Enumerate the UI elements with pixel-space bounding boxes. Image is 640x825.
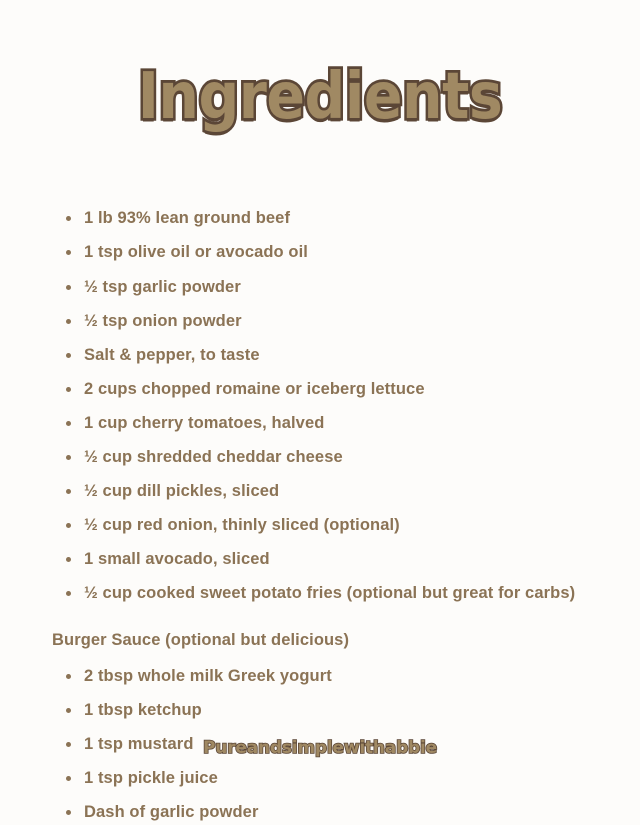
- recipe-content: [0, 206, 640, 825]
- footer: [0, 738, 640, 758]
- list-item: ½ tsp garlic powder: [52, 275, 588, 301]
- list-item: 1 lb 93% lean ground beef: [52, 206, 588, 232]
- brand-credit: Pureandsimplewithabbie: [203, 738, 437, 758]
- list-item: ½ cup red onion, thinly sliced (optional): [52, 513, 588, 539]
- list-item: ½ tsp onion powder: [52, 309, 588, 335]
- list-item: 1 tbsp ketchup: [52, 698, 588, 724]
- list-item: 1 small avocado, sliced: [52, 547, 588, 573]
- list-item: 2 tbsp whole milk Greek yogurt: [52, 664, 588, 690]
- list-item: 1 tsp pickle juice: [52, 766, 588, 792]
- list-item: ½ cup shredded cheddar cheese: [52, 445, 588, 471]
- list-item: ½ cup dill pickles, sliced: [52, 479, 588, 505]
- title-container: [0, 0, 640, 164]
- list-item: Salt & pepper, to taste: [52, 343, 588, 369]
- list-item: 1 tsp olive oil or avocado oil: [52, 240, 588, 266]
- list-item: 2 cups chopped romaine or iceberg lettuce: [52, 377, 588, 403]
- page-title: Ingredients: [137, 60, 503, 135]
- list-item: 1 cup cherry tomatoes, halved: [52, 411, 588, 437]
- list-item: 1 tsp mustard: [52, 732, 588, 758]
- list-item: ½ cup cooked sweet potato fries (optional but great for carbs): [52, 581, 588, 607]
- list-item: Dash of garlic powder: [52, 800, 588, 825]
- sauce-section-heading: Burger Sauce (optional but delicious): [52, 630, 350, 649]
- ingredients-list: [52, 206, 588, 606]
